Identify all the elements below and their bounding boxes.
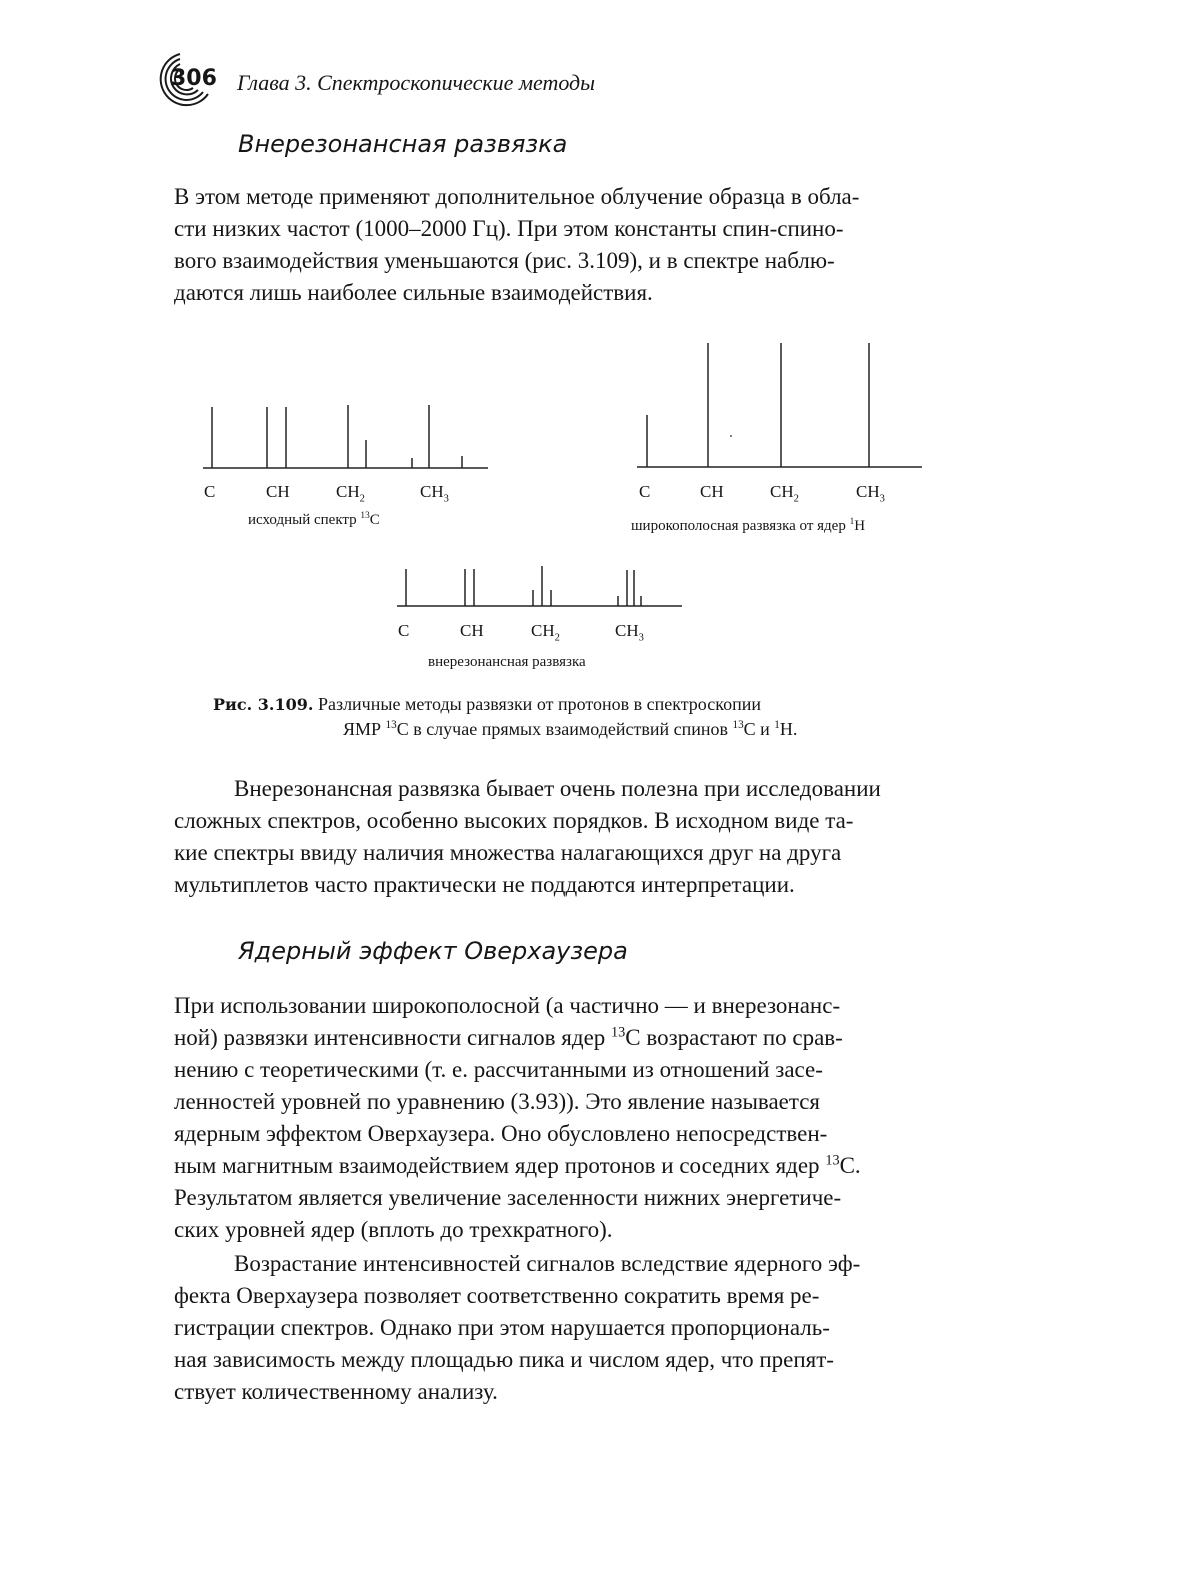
peak-label: $CH_3$ [420, 482, 449, 505]
text-line: В этом методе применяют дополнительное облучение образца в обла- [174, 184, 860, 209]
spectrum-caption: широкополосная развязка от ядер $^1$H [631, 517, 866, 534]
peak-label: $CH_2$ [770, 482, 799, 505]
text-line: Внерезонансная развязка бывает очень полезна при исследовании [234, 776, 881, 801]
spectrum-caption: внерезонансная развязка [428, 654, 586, 670]
peak-label: CH [700, 482, 724, 501]
peak-label: C [639, 482, 651, 501]
text-line: вого взаимодействия уменьшаются (рис. 3.109), и в спектре наблю- [174, 248, 835, 273]
peak-label: CH [460, 621, 484, 640]
page-number: 306 [171, 66, 217, 91]
paragraph-noe-consequence: Возрастание интенсивностей сигналов вследствие ядерного эф- фекта Оверхаузера позволяет соответственно сократить время ре- гистрации спектров. Однако при этом нарушается пропорциональ- ная зависимость между площадью пика и числом ядер, что препят- ствует количественному анализу. [174, 1251, 861, 1404]
spectrum-broadband [637, 343, 922, 467]
text-line: мультиплетов часто практически не поддаются интерпретации. [174, 872, 795, 897]
figure-number: Рис. 3.109. [213, 695, 314, 714]
text-line: даются лишь наиболее сильные взаимодействия. [174, 280, 653, 305]
spectrum-original [203, 405, 488, 468]
peak-label: $CH_2$ [531, 621, 560, 644]
text-line: сложных спектров, особенно высоких порядков. В исходном виде та- [174, 808, 854, 833]
section-title-off-resonance: Внерезонансная развязка [238, 130, 568, 158]
spectra-figure [0, 0, 1190, 680]
peak-label: CH [266, 482, 290, 501]
peak-label: $CH_3$ [615, 621, 644, 644]
running-title: Глава 3. Спектроскопические методы [237, 70, 596, 95]
peak-label: C [398, 621, 410, 640]
spectrum-caption: исходный спектр $^{13}$C [248, 511, 380, 528]
paragraph-noe: При использовании широкополосной (а частично — и внерезонанс- ной) развязки интенсивности сигналов ядер $^{13}$C возрастают по срав- нению с теоретическими (т. е. рассчитанными из отношений засе- ленностей уровней по уравнению (3.93)). Это явление называется ядерным эффектом Оверхаузера. Оно обусловлено непосредствен- ным магнитным взаимодействием ядер протонов и соседних ядер $^{13}$C. Результатом является увеличение заселенности нижних энергетиче- ских уровней ядер (вплоть до трехкратного). [174, 993, 861, 1242]
peak-label: C [204, 482, 216, 501]
peak-label: $CH_2$ [336, 482, 365, 505]
section-title-noe: Ядерный эффект Оверхаузера [238, 937, 628, 965]
text-line: кие спектры ввиду наличия множества налагающихся друг на друга [174, 840, 842, 865]
peak-label: $CH_3$ [856, 482, 885, 505]
spectrum-offresonance [397, 566, 682, 606]
text-line: сти низких частот (1000–2000 Гц). При этом константы спин-спино- [174, 216, 844, 241]
figure-caption: Рис. 3.109. Различные методы развязки от протонов в спектроскопии ЯМР $^{13}$C в случае прямых взаимодействий спинов $^{13}$C и $^1$H. [213, 694, 798, 739]
paragraph-usefulness [174, 773, 952, 901]
